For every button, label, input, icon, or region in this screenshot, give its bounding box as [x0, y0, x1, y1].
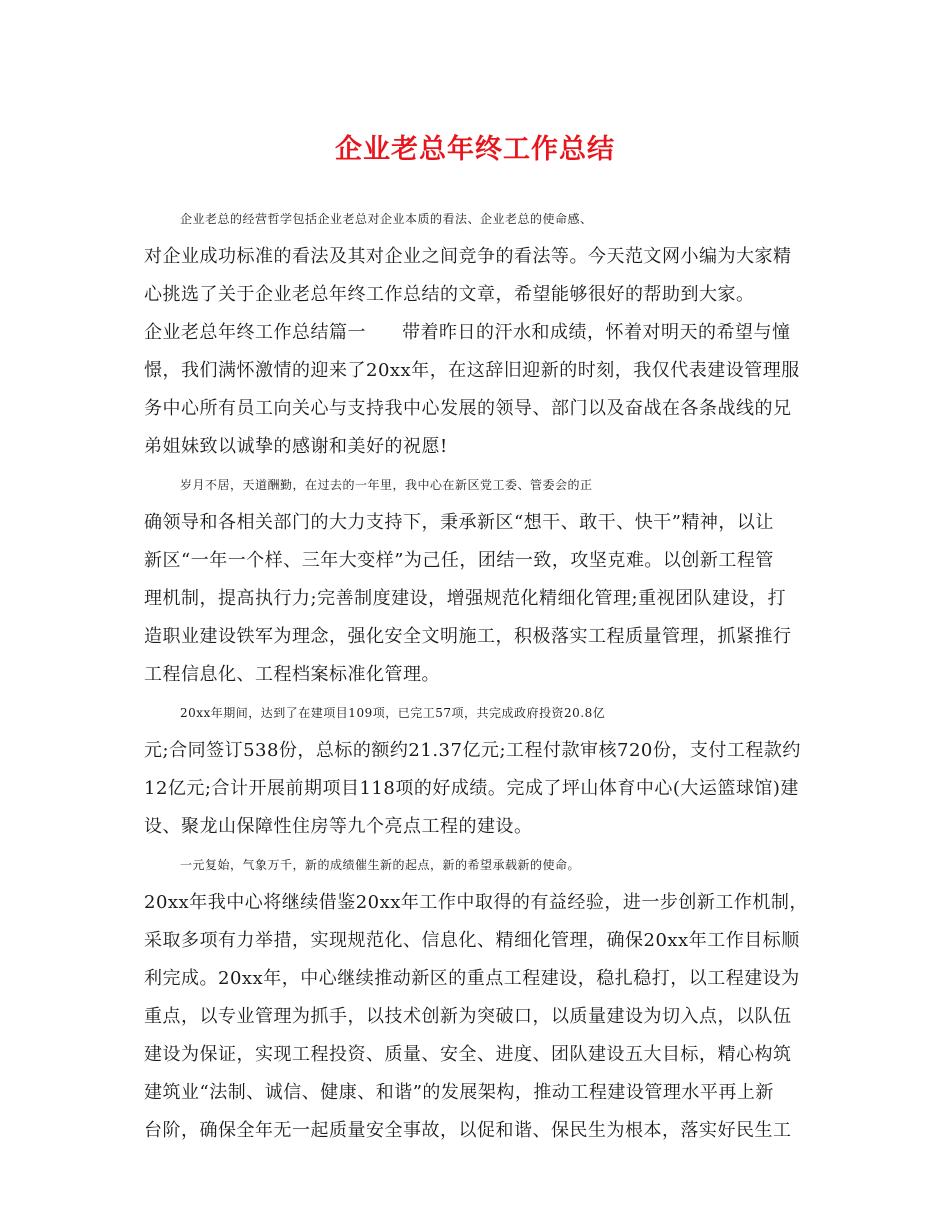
text-line: 20xx年我中心将继续借鉴20xx年工作中取得的有益经验，进一步创新工作机制，: [144, 892, 808, 913]
section-heading-line: [144, 321, 824, 345]
text-line: 元;合同签订538份，总标的额约21.37亿元;工程付款审核720份，支付工程款约: [144, 740, 801, 761]
text-line: 岁月不居，天道酬勤，在过去的一年里，我中心在新区党工委、管委会的正: [180, 478, 593, 492]
text-line: 理机制，提高执行力;完善制度建设，增强规范化精细化管理;重视团队建设，打: [144, 588, 787, 609]
section-heading: 企业老总年终工作总结篇一: [144, 322, 366, 343]
text-line: 确领导和各相关部门的大力支持下，秉承新区“想干、敢干、快干”精神，以让: [144, 512, 774, 533]
text-line: 务中心所有员工向关心与支持我中心发展的领导、部门以及奋战在各条战线的兄: [144, 398, 792, 419]
text-line: 12亿元;合计开展前期项目118项的好成绩。完成了坪山体育中心(大运篮球馆)建: [144, 778, 799, 799]
text-line: 建设为保证，实现工程投资、质量、安全、进度、团队建设五大目标，精心构筑: [144, 1044, 792, 1065]
text-line: 利完成。20xx年，中心继续推动新区的重点工程建设，稳扎稳打，以工程建设为: [144, 968, 800, 989]
text-line: 对企业成功标准的看法及其对企业之间竞争的看法等。今天范文网小编为大家精: [144, 246, 792, 267]
text-line: 采取多项有力举措，实现规范化、信息化、精细化管理，确保20xx年工作目标顺: [144, 930, 800, 951]
text-line: 设、聚龙山保障性住房等九个亮点工程的建设。: [144, 816, 533, 837]
text-line: 憬，我们满怀激情的迎来了20xx年，在这辞旧迎新的时刻，我仅代表建设管理服: [144, 360, 800, 381]
document-title: 企业老总年终工作总结: [335, 134, 615, 165]
text-line: 企业老总的经营哲学包括企业老总对企业本质的看法、企业老总的使命感、: [180, 212, 593, 226]
text-line: 弟姐妹致以诚挚的感谢和美好的祝愿!: [144, 436, 448, 457]
text-line: 重点，以专业管理为抓手，以技术创新为突破口，以质量建设为切入点，以队伍: [144, 1006, 792, 1027]
text-line: 工程信息化、工程档案标准化管理。: [144, 664, 440, 685]
text-line: 带着昨日的汗水和成绩，怀着对明天的希望与憧: [402, 322, 791, 343]
text-line: 造职业建设铁军为理念，强化安全文明施工，积极落实工程质量管理，抓紧推行: [144, 626, 792, 647]
text-line: 建筑业“法制、诚信、健康、和谐”的发展架构，推动工程建设管理水平再上新: [144, 1082, 774, 1103]
text-line: 台阶，确保全年无一起质量安全事故，以促和谐、保民生为根本，落实好民生工: [144, 1120, 792, 1141]
text-line: 心挑选了关于企业老总年终工作总结的文章，希望能够很好的帮助到大家。: [144, 284, 755, 305]
text-line: 新区“一年一个样、三年大变样”为己任，团结一致，攻坚克难。以创新工程管: [144, 550, 774, 571]
text-line: 一元复始，气象万千，新的成绩催生新的起点，新的希望承载新的使命。: [180, 858, 581, 872]
text-line: 20xx年期间，达到了在建项目109项，已完工57项，共完成政府投资20.8亿: [180, 706, 606, 720]
